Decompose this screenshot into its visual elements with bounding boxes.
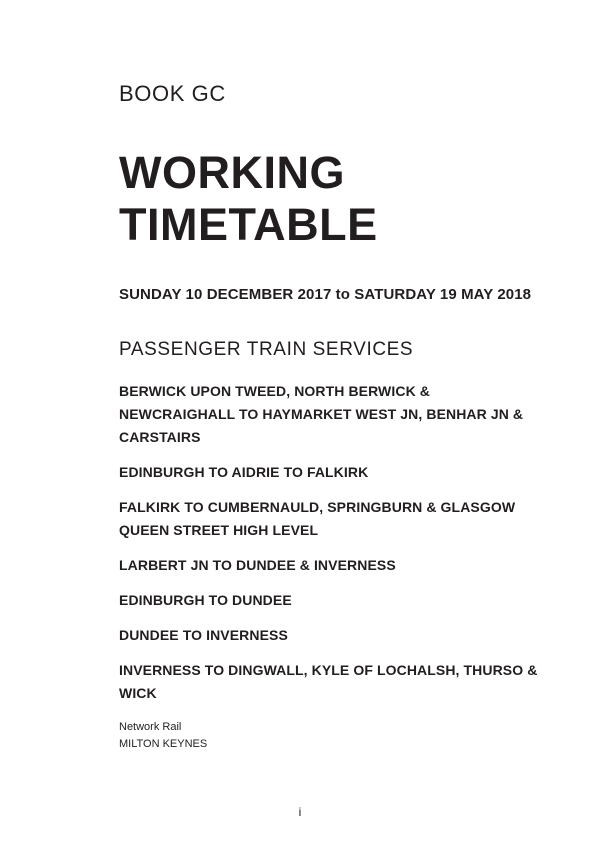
route-item: DUNDEE TO INVERNESS [119, 627, 288, 643]
publisher-block [119, 719, 544, 753]
book-code: BOOK GC [119, 81, 226, 106]
route-item: BERWICK UPON TWEED, NORTH BERWICK & NEWCRAIGHALL TO HAYMARKET WEST JN, BENHAR JN & CARSTAIRS [119, 383, 524, 445]
route-item: EDINBURGH TO DUNDEE [119, 592, 292, 608]
publisher-name: Network Rail [119, 721, 182, 733]
page-number: i [298, 805, 302, 819]
publisher-location: MILTON KEYNES [119, 738, 208, 750]
route-item: INVERNESS TO DINGWALL, KYLE OF LOCHALSH, THURSO & WICK [119, 662, 538, 701]
route-list [119, 380, 544, 705]
validity-date-range: SUNDAY 10 DECEMBER 2017 to SATURDAY 19 MAY 2018 [119, 286, 532, 303]
document-title: WORKING TIMETABLE [119, 147, 378, 250]
route-item: EDINBURGH TO AIDRIE TO FALKIRK [119, 464, 369, 480]
route-item: LARBERT JN TO DUNDEE & INVERNESS [119, 557, 396, 573]
section-heading: PASSENGER TRAIN SERVICES [119, 339, 414, 360]
route-item: FALKIRK TO CUMBERNAULD, SPRINGBURN & GLASGOW QUEEN STREET HIGH LEVEL [119, 499, 516, 538]
